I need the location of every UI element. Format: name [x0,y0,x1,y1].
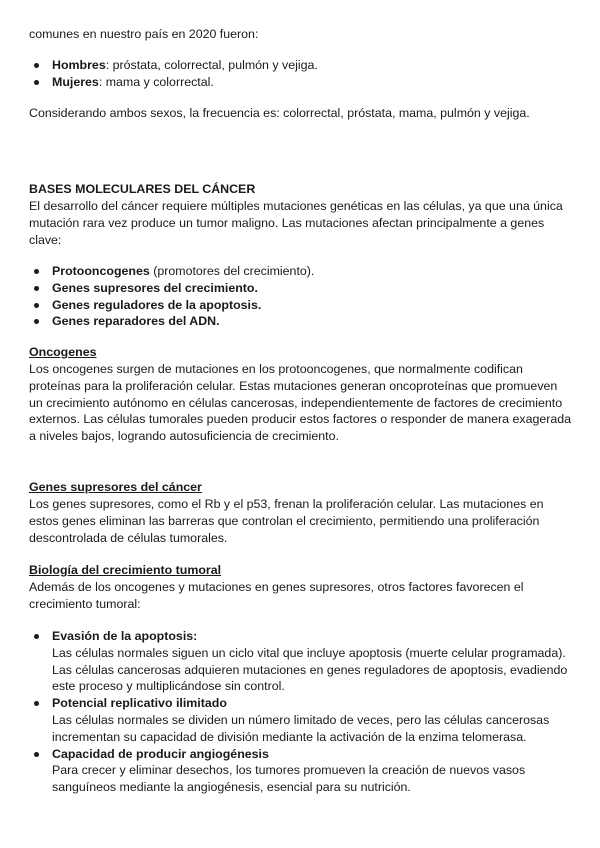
bases-list [29,263,574,330]
section-heading-bases: BASES MOLECULARES DEL CÁNCER [29,182,256,196]
intro-line: comunes en nuestro país en 2020 fueron: [29,27,259,41]
bases-paragraph: El desarrollo del cáncer requiere múltiples mutaciones genéticas en las células, ya que una única mutación rara vez produce un tumor maligno. Las mutaciones afectan principalmente a genes clave: [29,199,563,247]
list-item: Genes supresores del crecimiento. [29,280,574,297]
list-item: Protooncogenes (promotores del crecimiento). [29,263,574,280]
list-item: Genes reguladores de la apoptosis. [29,297,574,314]
supresores-paragraph: Los genes supresores, como el Rb y el p53, frenan la proliferación celular. Las mutaciones en estos genes eliminan las barreras que controlan el crecimiento, permitiendo una proliferación descontrolada de células tumorales. [29,497,544,545]
section-heading-oncogenes: Oncogenes [29,345,97,359]
list-item: Capacidad de producir angiogénesis Para crecer y eliminar desechos, los tumores promueven la creación de nuevos vasos sanguíneos mediante la angiogénesis, esencial para su nutrición. [29,746,574,796]
intro-summary: Considerando ambos sexos, la frecuencia es: colorrectal, próstata, mama, pulmón y vejiga. [29,106,530,120]
intro-list [29,57,574,91]
biologia-paragraph: Además de los oncogenes y mutaciones en genes supresores, otros factores favorecen el crecimiento tumoral: [29,580,524,611]
list-item: Genes reparadores del ADN. [29,313,574,330]
section-heading-biologia: Biología del crecimiento tumoral [29,563,222,577]
biologia-list [29,628,574,796]
list-item: Potencial replicativo ilimitado Las células normales se dividen un número limitado de veces, pero las células cancerosas incrementan su capacidad de división mediante la activación de la enzima telomerasa. [29,695,574,745]
list-item: Mujeres: mama y colorrectal. [29,74,574,91]
section-heading-supresores: Genes supresores del cáncer [29,480,202,494]
oncogenes-paragraph: Los oncogenes surgen de mutaciones en los protooncogenes, que normalmente codifican proteínas para la proliferación celular. Estas mutaciones generan oncoproteínas que promueven un crecimiento autónomo en células cancerosas, independientemente de factores de crecimiento externos. Las células tumorales pueden producir estos factores o responder de manera exagerada a niveles bajos, logrando autosuficiencia de crecimiento. [29,362,572,444]
list-item: Hombres: próstata, colorrectal, pulmón y vejiga. [29,57,574,74]
list-item: Evasión de la apoptosis: Las células normales siguen un ciclo vital que incluye apoptosis (muerte celular programada). Las células cancerosas adquieren mutaciones en genes reguladores de apoptosis, evadiendo este proceso y multiplicándose sin control. [29,628,574,695]
